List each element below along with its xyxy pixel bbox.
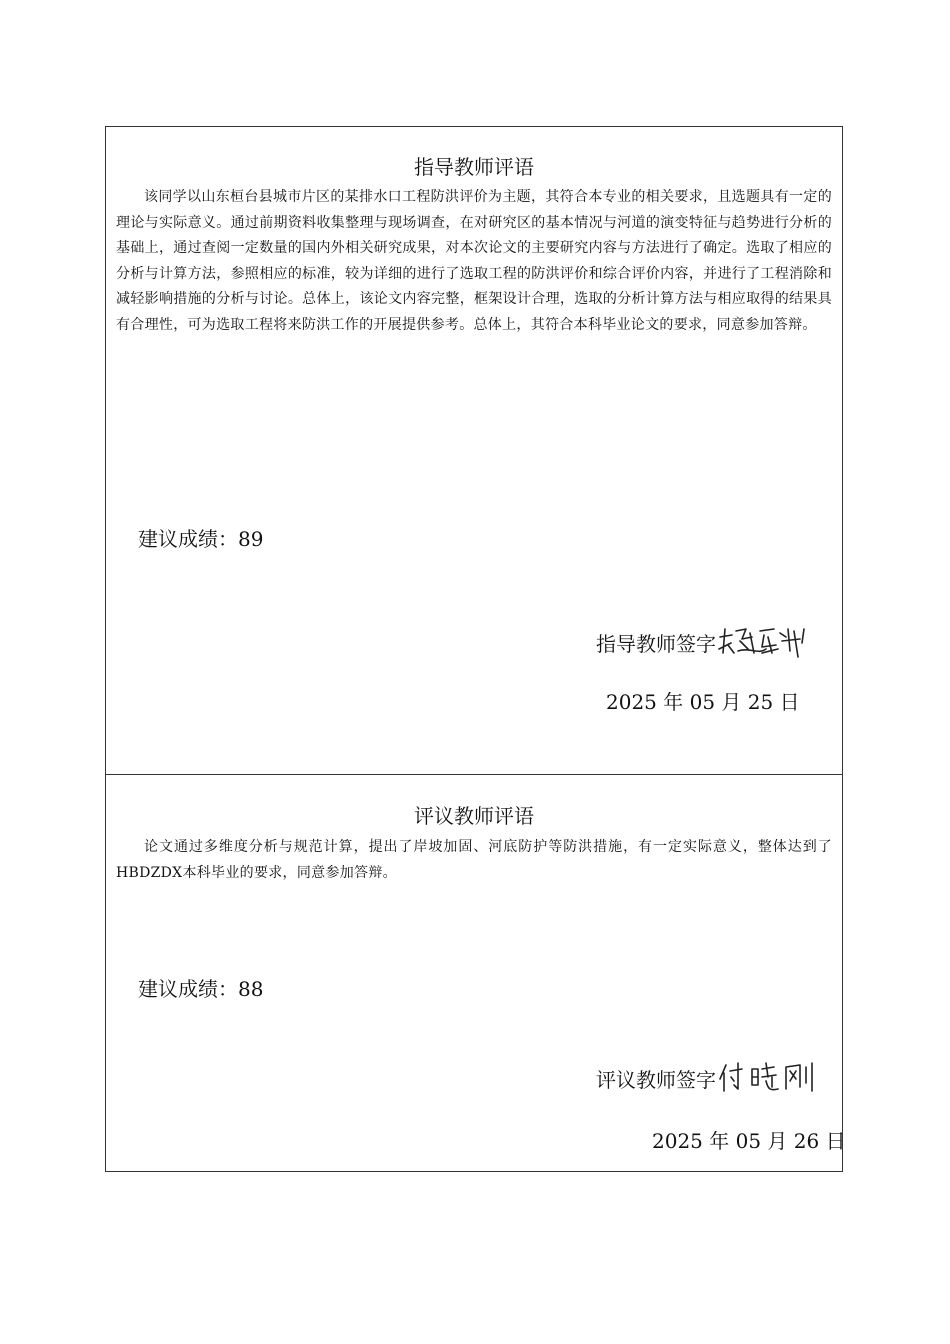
advisor-section-title: 指导教师评语 — [414, 155, 534, 179]
evaluation-table — [105, 126, 846, 1172]
advisor-grade: 建议成绩：89 — [138, 527, 264, 551]
reviewer-sign-row — [596, 1059, 820, 1104]
advisor-sign-label: 指导教师签字 — [596, 632, 716, 656]
reviewer-grade: 建议成绩：88 — [138, 977, 264, 1001]
advisor-sign-row — [596, 623, 814, 668]
advisor-comment: 该同学以山东桓台县城市片区的某排水口工程防洪评价为主题，其符合本专业的相关要求，且选题具有一定的理论与实际意义。通过前期资料收集整理与现场调查，在对研究区的基本情况与河道的演变特征与趋势进行分析的基础上，通过查阅一定数量的国内外相关研究成果，对本次论文的主要研究内容与方法进行了确定。选取了相应的分析与计算方法，参照相应的标准，较为详细的进行了选取工程的防洪评价和综合评价内容，并进行了工程消除和减轻影响措施的分析与讨论。总体上，该论文内容完整，框架设计合理，选取的分析计算方法与相应取得的结果具有合理性，可为选取工程将来防洪工作的开展提供参考。总体上，其符合本科毕业论文的要求，同意参加答辩。 — [116, 189, 832, 333]
reviewer-comment: 论文通过多维度分析与规范计算，提出了岸坡加固、河底防护等防洪措施，有一定实际意义，整体达到了HBDZDX本科毕业的要求，同意参加答辩。 — [116, 839, 832, 881]
reviewer-date: 2025 年 05 月 26 日 — [652, 1129, 846, 1153]
reviewer-section-title: 评议教师评语 — [414, 804, 534, 828]
reviewer-signature — [716, 1059, 820, 1104]
reviewer-sign-label: 评议教师签字 — [596, 1068, 716, 1092]
section-divider — [106, 774, 842, 775]
advisor-signature — [716, 623, 814, 668]
advisor-date: 2025 年 05 月 25 日 — [606, 690, 800, 714]
